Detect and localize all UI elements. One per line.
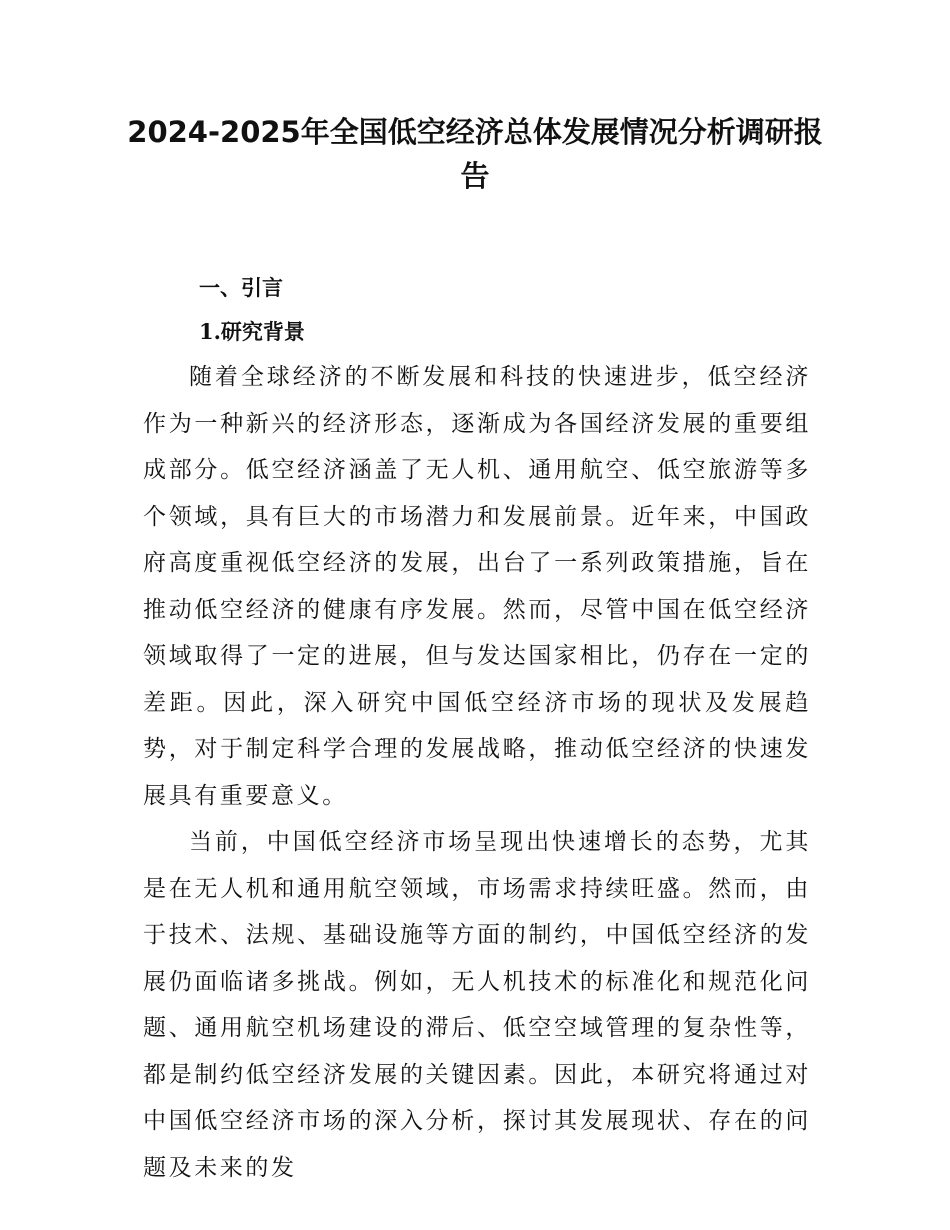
- document-title: 2024-2025年全国低空经济总体发展情况分析调研报告: [127, 115, 823, 193]
- subsection-heading-research-background: 1.研究背景: [199, 319, 305, 344]
- section-heading-introduction: 一、引言: [199, 276, 283, 300]
- document-body: [143, 266, 811, 1191]
- paragraph-background-1: 随着全球经济的不断发展和科技的快速进步，低空经济作为一种新兴的经济形态，逐渐成为各国经济发展的重要组成部分。低空经济涵盖了无人机、通用航空、低空旅游等多个领域，具有巨大的市场潜力和发展前景。近年来，中国政府高度重视低空经济的发展，出台了一系列政策措施，旨在推动低空经济的健康有序发展。然而，尽管中国在低空经济领域取得了一定的进展，但与发达国家相比，仍存在一定的差距。因此，深入研究中国低空经济市场的现状及发展趋势，对于制定科学合理的发展战略，推动低空经济的快速发展具有重要意义。: [143, 364, 811, 809]
- paragraph-background-2: 当前，中国低空经济市场呈现出快速增长的态势，尤其是在无人机和通用航空领域，市场需求持续旺盛。然而，由于技术、法规、基础设施等方面的制约，中国低空经济的发展仍面临诸多挑战。例如，无人机技术的标准化和规范化问题、通用航空机场建设的滞后、低空空域管理的复杂性等，都是制约低空经济发展的关键因素。因此，本研究将通过对中国低空经济市场的深入分析，探讨其发展现状、存在的问题及未来的发: [143, 829, 811, 1181]
